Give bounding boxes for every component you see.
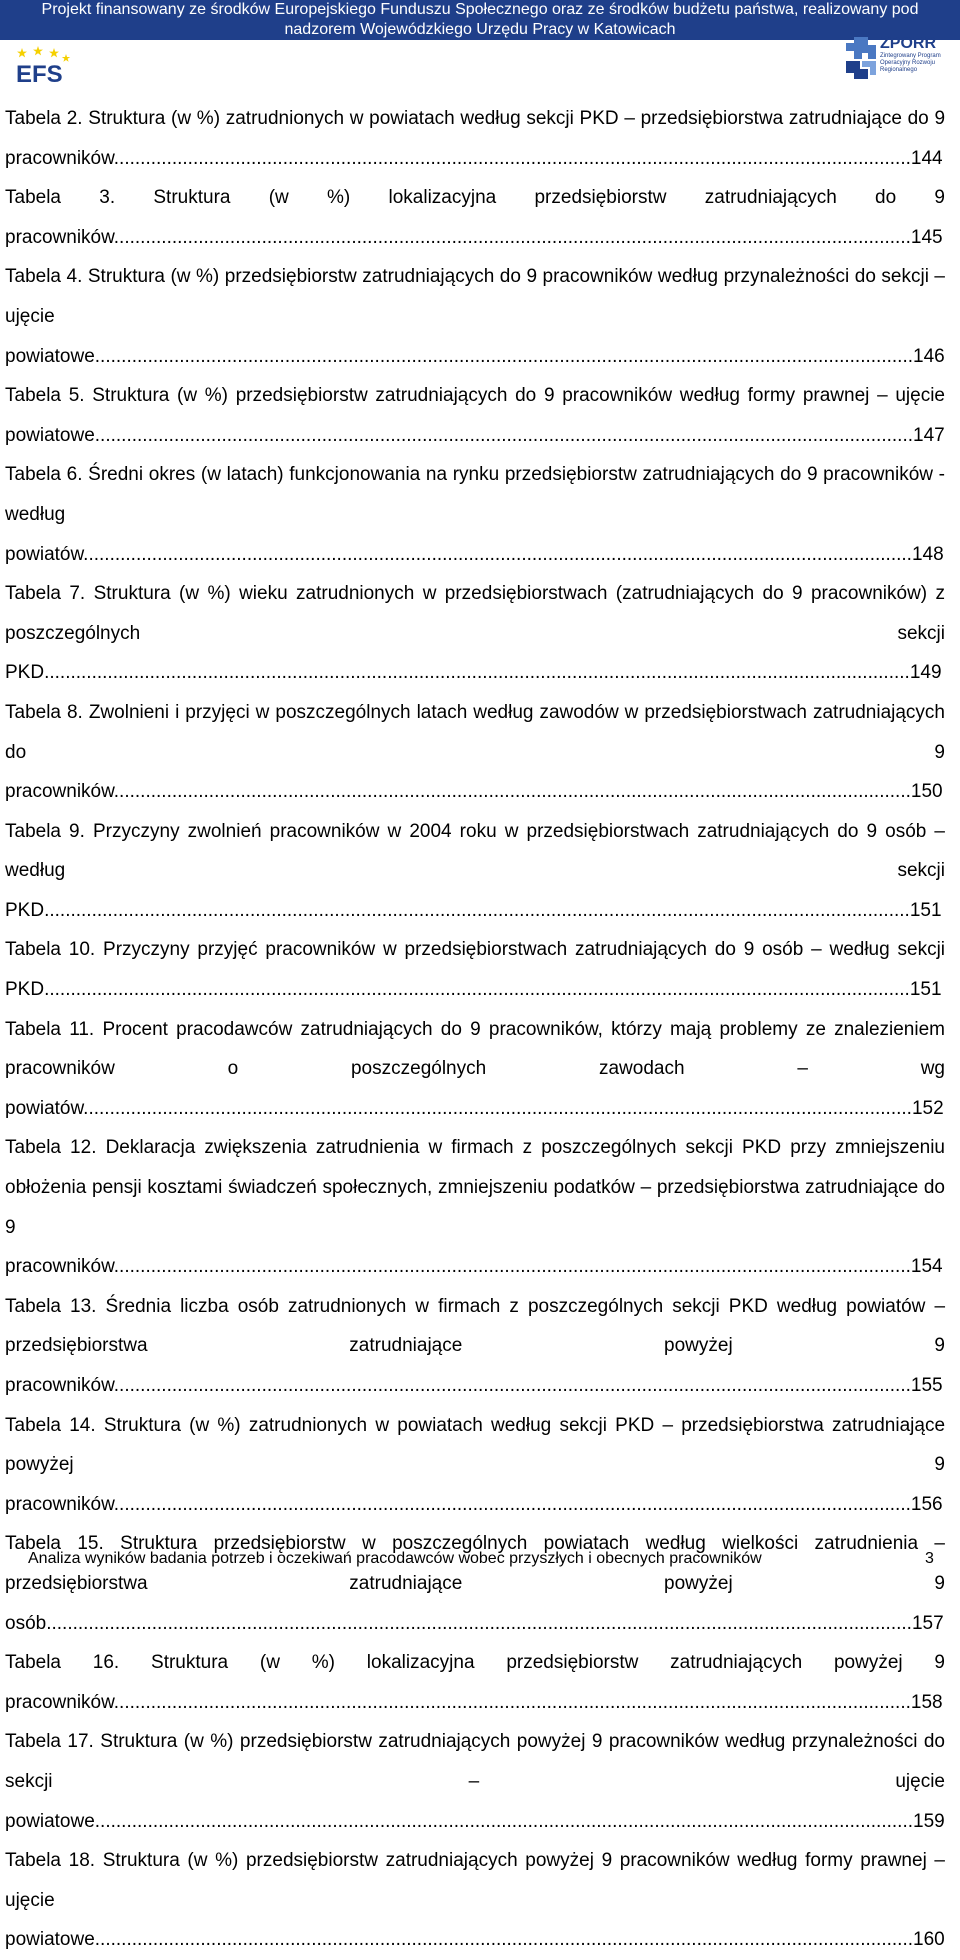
toc-entry-label: Tabela 17.: [5, 1731, 94, 1753]
toc-entry-title: Średnia liczba osób zatrudnionych w firmach z poszczególnych sekcji PKD według powiatów – przedsiębiorstwa zatrudniające powyżej 9 pracowników: [5, 1295, 946, 1396]
toc-entry-leader: .......................................................................................................................................................: [113, 781, 911, 803]
toc-entry[interactable]: [5, 1128, 945, 1286]
toc-entry-page-ref: [114, 1256, 943, 1277]
toc-entry-page-ref: [114, 148, 943, 169]
toc-entry-page-ref: [95, 346, 945, 367]
toc-entry-page-ref: [114, 781, 943, 802]
toc-entry[interactable]: [5, 930, 945, 1009]
header-banner: [0, 0, 960, 40]
toc-entry-page-ref: [83, 544, 943, 565]
page-footer: [0, 1544, 960, 1574]
toc-entry[interactable]: [5, 574, 945, 693]
toc-entry-page: 151: [909, 979, 942, 1001]
toc-entry-label: Tabela 5.: [5, 385, 85, 407]
toc-entry-leader: .......................................................................................................................................................: [113, 1375, 911, 1396]
toc-entry[interactable]: [5, 178, 945, 257]
efs-logo: [12, 44, 104, 84]
zporr-logo-subtitle: Zintegrowany Program Operacyjny Rozwoju Regionalnego: [880, 53, 941, 73]
toc-entry-page-ref: [95, 425, 945, 446]
zporr-logo-text: [880, 35, 948, 74]
toc-entry-label: Tabela 2.: [5, 108, 83, 129]
toc-entry[interactable]: [5, 1010, 945, 1129]
toc-entry-label: Tabela 6.: [5, 464, 83, 486]
toc-entry-page-ref: [95, 1811, 945, 1832]
toc-entry-page-ref: [114, 227, 943, 248]
toc-entry-label: Tabela 3.: [5, 187, 116, 209]
toc-entry-page-ref: [44, 900, 941, 921]
toc-entry-title: Zwolnieni i przyjęci w poszczególnych latach według zawodów w przedsiębiorstwach zatrudniających do 9 pracowników: [5, 701, 945, 803]
toc-entry-page: 158: [910, 1691, 943, 1713]
toc-entry-page: 145: [910, 226, 943, 248]
toc-entry[interactable]: [5, 1643, 945, 1722]
header-banner-line-1: Projekt finansowany ze środków Europejskiego Funduszu Społecznego oraz ze środków budżetu państwa, realizowany pod: [41, 1, 919, 18]
toc-entry-label: Tabela 9.: [5, 820, 85, 842]
toc-entry-page-ref: [114, 1692, 943, 1713]
page-number: 3: [925, 1550, 934, 1567]
toc-entry-leader: ....................................................................................................................................................................: [44, 899, 910, 921]
toc-entry-title: Struktura (w %) przedsiębiorstw zatrudniających powyżej 9 pracowników według przynależności do sekcji – ujęcie powiatowe: [5, 1731, 945, 1832]
toc-entry-page: 154: [910, 1256, 943, 1278]
toc-entry-leader: ....................................................................................................................................................................: [46, 1612, 912, 1634]
toc-entry[interactable]: [5, 1722, 945, 1841]
toc-entry-title: Deklaracja zwiększenia zatrudnienia w firmach z poszczególnych sekcji PKD przy zmniejszeniu obłożenia pensji kosztami świadczeń społecznych, zmniejszeniu podatków – przedsiębiorstwa zatrudniające do 9 pracowników: [5, 1137, 945, 1278]
toc-entry-leader: ...........................................................................................................................................................: [94, 345, 913, 367]
toc-entry-leader: ....................................................................................................................................................................: [44, 662, 910, 684]
svg-text:EFS: EFS: [16, 61, 63, 84]
toc-entry-page: 157: [911, 1612, 944, 1634]
toc-entry-title: Struktura (w %) przedsiębiorstw zatrudniających do 9 pracowników według przynależności do sekcji – ujęcie powiatowe: [5, 266, 945, 367]
toc-entry-page: 146: [913, 345, 945, 367]
toc-entry-page: 152: [911, 1097, 944, 1119]
toc-entry-page: 156: [910, 1493, 943, 1515]
toc-entry-label: Tabela 8.: [5, 701, 83, 723]
toc-entry-leader: .............................................................................................................................................................: [83, 543, 912, 565]
toc-entry-page-ref: [95, 1929, 945, 1950]
toc-entry-label: Tabela 15.: [5, 1533, 104, 1555]
toc-entry-title: Struktura (w %) lokalizacyjna przedsiębiorstw zatrudniających do 9 pracowników: [5, 187, 945, 248]
toc-entry-label: Tabela 10.: [5, 939, 96, 961]
toc-entry[interactable]: [5, 455, 945, 574]
toc-entry-page-ref: [44, 662, 941, 683]
footer-text: Analiza wyników badania potrzeb i oczekiwań pracodawców wobec przyszłych i obecnych pracowników: [28, 1550, 762, 1567]
toc-entry-title: Struktura (w %) zatrudnionych w powiatach według sekcji PKD – przedsiębiorstwa zatrudniające powyżej 9 pracowników: [5, 1414, 946, 1515]
toc-entry-leader: .......................................................................................................................................................: [113, 147, 911, 169]
toc-entry-leader: .......................................................................................................................................................: [113, 1256, 911, 1278]
zporr-logo: [844, 35, 948, 85]
toc-entry-title: Struktura (w %) zatrudnionych w powiatach według sekcji PKD – przedsiębiorstwa zatrudniające do 9 pracowników: [5, 108, 946, 169]
toc-entry-title: Struktura (w %) przedsiębiorstw zatrudniających powyżej 9 pracowników według formy prawnej – ujęcie powiatowe: [5, 1850, 945, 1951]
toc-entry-title: Przyczyny zwolnień pracowników w 2004 roku w przedsiębiorstwach zatrudniających do 9 osób – według sekcji PKD: [5, 820, 945, 921]
toc-entry-label: Tabela 12.: [5, 1137, 97, 1159]
toc-entry-page-ref: [114, 1375, 943, 1396]
toc-entry-label: Tabela 18.: [5, 1850, 96, 1872]
toc-entry[interactable]: [5, 99, 945, 178]
toc-entry-leader: ....................................................................................................................................................................: [44, 979, 910, 1001]
toc-entry-label: Tabela 13.: [5, 1295, 97, 1317]
toc-entry-page-ref: [114, 1494, 943, 1515]
toc-entry-leader: ...........................................................................................................................................................: [94, 1929, 913, 1951]
toc-entry-leader: .......................................................................................................................................................: [113, 226, 911, 248]
toc-entry[interactable]: [5, 693, 945, 812]
toc-entry-page: 149: [909, 662, 942, 684]
toc-entry-leader: .......................................................................................................................................................: [113, 1691, 911, 1713]
toc-entry-page: 147: [913, 424, 945, 446]
table-of-contents: [5, 99, 945, 1960]
toc-entry-label: Tabela 4.: [5, 266, 83, 288]
toc-entry-label: Tabela 7.: [5, 583, 86, 605]
toc-entry-page: 144: [910, 147, 943, 169]
toc-entry-title: Struktura (w %) wieku zatrudnionych w przedsiębiorstwach (zatrudniających do 9 pracowników) z poszczególnych sekcji PKD: [5, 583, 945, 684]
toc-entry-page: 155: [910, 1375, 943, 1396]
toc-entry-title: Struktura (w %) przedsiębiorstw zatrudniających do 9 pracowników według formy prawnej – ujęcie powiatowe: [5, 385, 945, 446]
toc-entry-page: 160: [913, 1929, 945, 1951]
toc-entry-page: 150: [910, 781, 943, 803]
toc-entry-page-ref: [44, 979, 941, 1000]
toc-entry[interactable]: [5, 812, 945, 931]
toc-entry[interactable]: [5, 1406, 945, 1525]
zporr-logo-title: ZPORR: [880, 35, 936, 52]
toc-entry-title: Średni okres (w latach) funkcjonowania na rynku przedsiębiorstw zatrudniających do 9 pracowników - według powiatów: [5, 464, 945, 565]
toc-entry-title: Procent pracodawców zatrudniających do 9 pracowników, którzy mają problemy ze znalezieniem pracowników o poszczególnych zawodach – wg powiatów: [5, 1018, 945, 1119]
toc-entry-title: Przyczyny przyjęć pracowników w przedsiębiorstwach zatrudniających do 9 osób – według sekcji PKD: [5, 939, 946, 1001]
toc-entry-leader: ...........................................................................................................................................................: [94, 424, 913, 446]
toc-entry-leader: ...........................................................................................................................................................: [94, 1810, 913, 1832]
toc-entry-page: 151: [909, 899, 942, 921]
zporr-emblem-icon: [844, 35, 878, 81]
toc-entry-label: Tabela 11.: [5, 1018, 95, 1040]
toc-entry[interactable]: [5, 376, 945, 455]
toc-entry-page: 148: [911, 543, 944, 565]
toc-entry-label: Tabela 14.: [5, 1414, 96, 1436]
toc-entry-title: Struktura przedsiębiorstw w poszczególnych powiatach według wielkości zatrudnienia – przedsiębiorstwa zatrudniające powyżej 9 osób: [5, 1533, 945, 1634]
toc-entry-leader: .......................................................................................................................................................: [113, 1493, 911, 1515]
toc-entry-page-ref: [83, 1098, 943, 1119]
toc-entry[interactable]: [5, 257, 945, 376]
header-banner-line-2: nadzorem Wojewódzkiego Urzędu Pracy w Katowicach: [284, 21, 676, 38]
toc-entry-leader: .............................................................................................................................................................: [83, 1097, 912, 1119]
toc-entry[interactable]: [5, 1287, 945, 1406]
toc-entry-page: 159: [913, 1810, 945, 1832]
toc-entry-page-ref: [46, 1613, 943, 1634]
toc-entry[interactable]: [5, 1524, 945, 1643]
toc-entry-title: Struktura (w %) lokalizacyjna przedsiębiorstw zatrudniających powyżej 9 pracowników: [5, 1652, 945, 1713]
toc-entry-label: Tabela 16.: [5, 1652, 120, 1674]
toc-entry[interactable]: [5, 1841, 945, 1960]
